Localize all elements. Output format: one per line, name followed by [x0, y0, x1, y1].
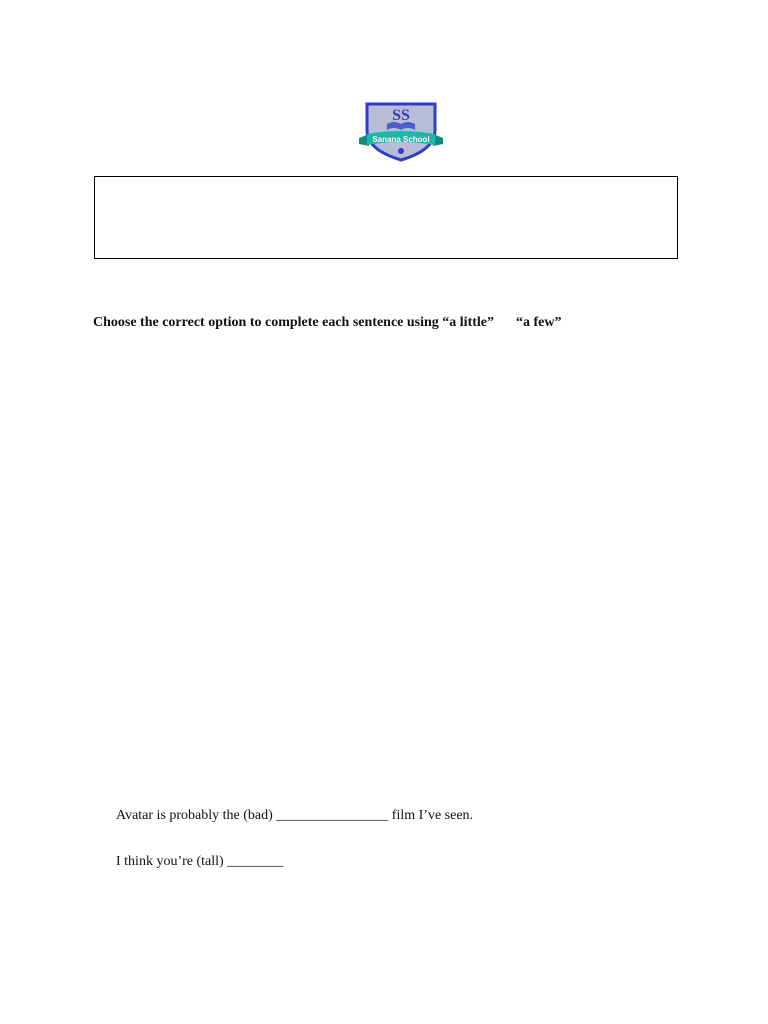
instruction-option-two: “a few”	[516, 315, 562, 330]
sentence-2: I think you’re (tall) ________	[116, 854, 284, 869]
header-box	[94, 176, 678, 259]
logo-monogram: SS	[392, 107, 410, 124]
instruction-text	[93, 315, 562, 331]
shield-logo-icon	[357, 100, 445, 162]
school-logo	[357, 100, 445, 162]
instruction-main: Choose the correct option to complete each sentence using “a little”	[93, 315, 494, 330]
logo-school-name: Sanana School	[372, 135, 430, 144]
sentence-1: Avatar is probably the (bad) ________________ film I’ve seen.	[116, 808, 474, 823]
